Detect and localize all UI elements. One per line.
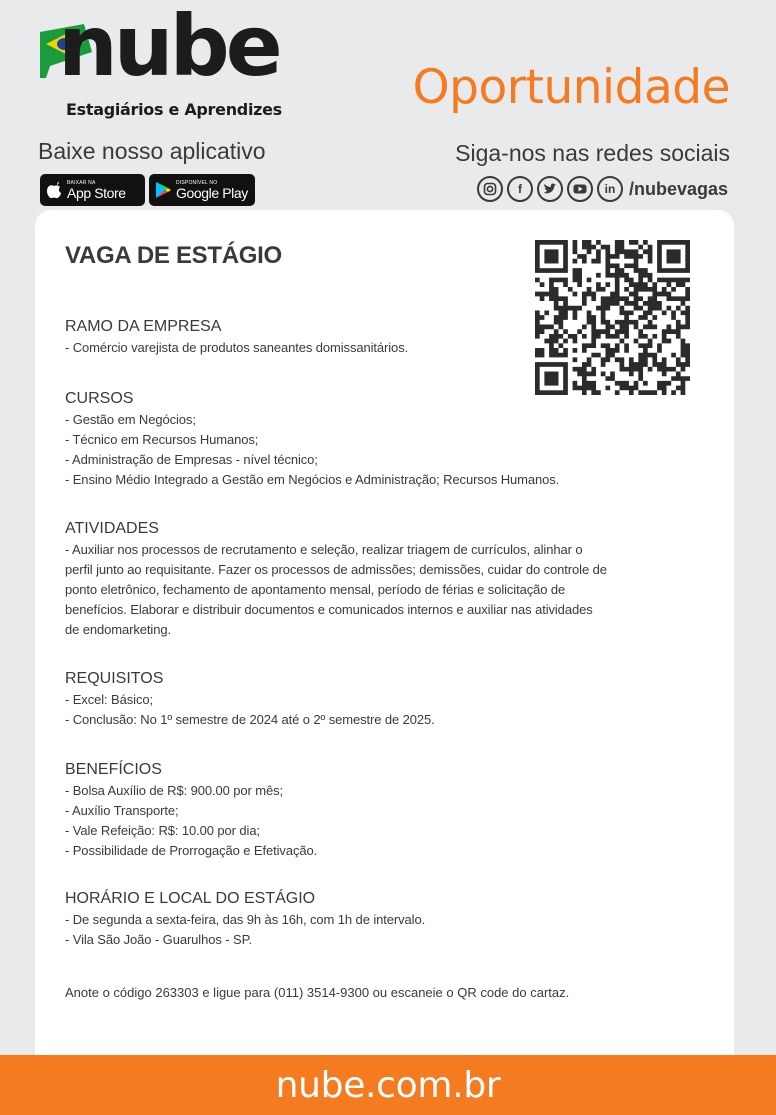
section-line: - Vila São João - Guarulhos - SP. (65, 932, 252, 947)
section-line: benefícios. Elaborar e distribuir documentos e comunicados internos e auxiliar nas atividades (65, 602, 593, 617)
section-heading: ATIVIDADES (65, 520, 159, 537)
section-line: - Ensino Médio Integrado a Gestão em Negócios e Administração; Recursos Humanos. (65, 472, 560, 487)
job-card (35, 210, 734, 1070)
section-line: - Vale Refeição: R$: 10.00 por dia; (65, 823, 260, 838)
section-line: - De segunda a sexta-feira, das 9h às 16h, com 1h de intervalo. (65, 912, 426, 927)
logo-wordmark: nube (58, 0, 279, 95)
section-cursos (65, 390, 705, 490)
section-line: de endomarketing. (65, 622, 171, 637)
youtube-icon[interactable] (567, 176, 593, 202)
job-title: VAGA DE ESTÁGIO (65, 242, 282, 269)
section-line: - Técnico em Recursos Humanos; (65, 432, 259, 447)
section-line: - Comércio varejista de produtos saneantes domissanitários. (65, 340, 409, 355)
app-store-small-text: BAIXAR NA (67, 179, 96, 186)
app-store-button[interactable] (40, 174, 145, 206)
header (0, 0, 776, 210)
section-line: - Auxiliar nos processos de recrutamento e seleção, realizar triagem de currículos, alinhar o (65, 542, 583, 557)
section-line: - Possibilidade de Prorrogação e Efetivação. (65, 843, 318, 858)
section-line: - Administração de Empresas - nível técnico; (65, 452, 318, 467)
google-play-button[interactable] (149, 174, 255, 206)
social-label: Siga-nos nas redes sociais (455, 140, 730, 166)
section-line: - Auxílio Transporte; (65, 803, 179, 818)
social-handle[interactable]: /nubevagas (628, 178, 728, 199)
section-heading: BENEFÍCIOS (65, 761, 162, 778)
section-ramo-empresa (65, 318, 705, 358)
apple-icon (46, 181, 62, 199)
section-line: - Bolsa Auxílio de R$: 900.00 por mês; (65, 783, 284, 798)
section-line: - Conclusão: No 1º semestre de 2024 até o 2º semestre de 2025. (65, 712, 435, 727)
linkedin-icon[interactable]: in (597, 176, 623, 202)
section-requisitos (65, 670, 705, 730)
facebook-icon[interactable]: f (507, 176, 533, 202)
social-links (477, 176, 728, 202)
website-link[interactable]: nube.com.br (275, 1064, 501, 1106)
section-line: - Excel: Básico; (65, 692, 153, 707)
section-heading: CURSOS (65, 390, 134, 407)
contact-note: Anote o código 263303 e ligue para (011) 3514-9300 ou escaneie o QR code do cartaz. (65, 985, 570, 1000)
section-line: perfil junto ao requisitante. Fazer os processos de admissões; demissões, cuidar do controle de (65, 562, 607, 577)
google-play-icon (155, 181, 171, 199)
section-line: ponto eletrônico, fechamento de apontamento mensal, período de férias e solicitação de (65, 582, 566, 597)
section-beneficios (65, 761, 705, 861)
logo-subtitle: Estagiários e Aprendizes (66, 100, 282, 119)
section-heading: REQUISITOS (65, 670, 164, 687)
section-heading: RAMO DA EMPRESA (65, 318, 222, 335)
footer-bar (0, 1055, 776, 1115)
twitter-icon[interactable] (537, 176, 563, 202)
section-atividades (65, 520, 705, 640)
section-horario-local (65, 890, 705, 950)
section-heading: HORÁRIO E LOCAL DO ESTÁGIO (65, 890, 316, 907)
section-line: - Gestão em Negócios; (65, 412, 196, 427)
headline: Oportunidade (412, 60, 730, 115)
google-play-small-text: DISPONÍVEL NO (176, 179, 218, 186)
app-download-label: Baixe nosso aplicativo (38, 138, 266, 164)
nube-logo[interactable] (36, 0, 286, 124)
instagram-icon[interactable] (477, 176, 503, 202)
app-store-text: App Store (67, 184, 126, 201)
store-badges (40, 174, 255, 206)
google-play-text: Google Play (176, 184, 248, 201)
